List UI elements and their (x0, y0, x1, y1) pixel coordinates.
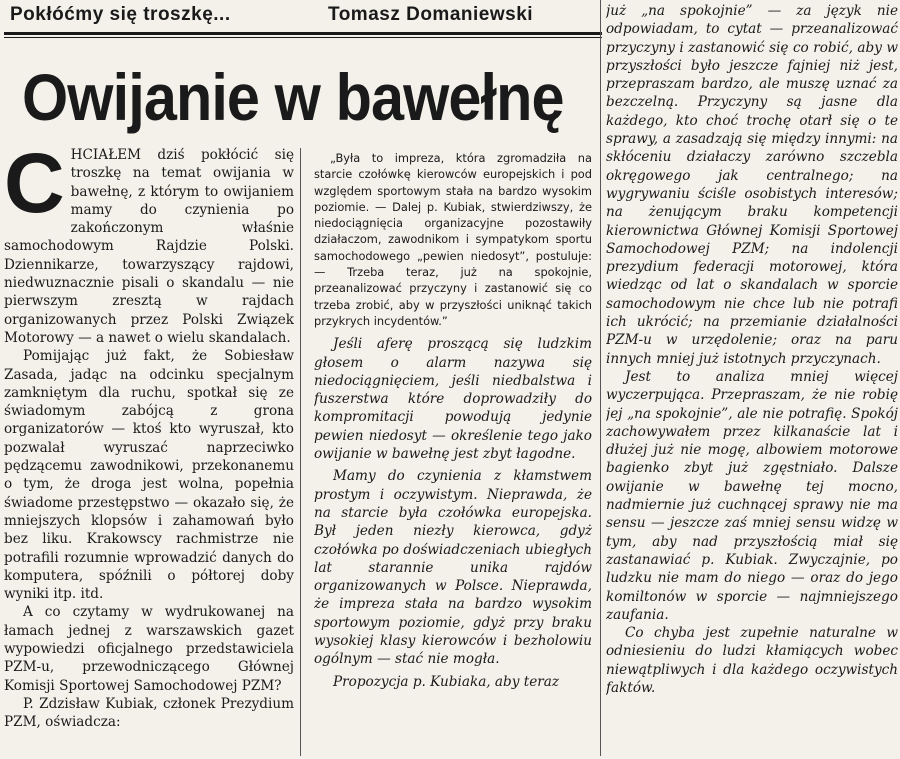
article-column-3 (606, 2, 898, 756)
header-rule-thin (4, 37, 602, 38)
paragraph: HCIAŁEM dziś pokłócić się troszkę na temat owijania w bawełnę, z którym to owijaniem mamy do czynienia po zakończonym właśnie samochodowym Rajdzie Polski. Dziennikarze, towarzyszący rajdowi, niedwuznacznie pisali o skandalu — nie pierwszym zresztą w rajdach organizowanych przez Polski Związek Motorowy — a nawet o wielu skandalach. (4, 147, 294, 346)
paragraph: Mamy do czynienia z kłamstwem prostym i oczywistym. Nieprawda, że na starcie była czołówka europejska. Był jeden niezły kierowca, gdyż czołówka po doświadczeniach ubiegłych lat starannie unika rajdów organizowanych w Polsce. Nieprawda, że impreza stała na bardzo wysokim sportowym poziomie, gdyż przy braku wysokiej klasy kierowców i bezholowiu ogólnym — stać nie mogła. (314, 468, 592, 668)
quoted-statement: „Była to impreza, która zgromadziła na starcie czołówkę kierowców europejskich i pod względem sportowym stała na bardzo wysokim poziomie. — Dalej p. Kubiak, stwierdziwszy, że niedociągnięcia organizacyjne pozostawiły działaczom, zawodnikom i sympatykom sportu samochodowego „pewien niedosyt”, postuluje: — Trzeba teraz, już na spokojnie, przeanalizować przyczyny i zastanowić się co trzeba zrobić, aby w przyszłości uniknąć takich przykrych incydentów.” (314, 151, 592, 328)
section-kicker: Pokłóćmy się troszkę... (10, 4, 231, 25)
paragraph: Propozycja p. Kubiaka, aby teraz (333, 673, 560, 690)
paragraph: P. Zdzisław Kubiak, członek Prezydium PZM, oświadcza: (4, 695, 294, 731)
header-rule (4, 32, 602, 35)
paragraph: Jeśli aferę proszącą się ludzkim głosem o alarm nazywa się niedociągnięciem, jeśli niedbalstwa i fuszerstwa które doprowadziły do kompromitacji powodują jedynie pewien niedosyt — określenie tego jako owijanie w bawełnę jest zbyt łagodne. (314, 336, 592, 463)
column-divider (600, 0, 601, 756)
paragraph: Pomijając już fakt, że Sobiesław Zasada, jadąc na odcinku specjalnym zamkniętym dla ruchu, spotkał się ze świadomym zabójcą z grona organizatorów — ktoś kto wyruszał, kto pozwalał wyruszać naprzeciwko pędzącemu zawodnikowi, przekonanemu o tym, że droga jest wolna, popełnia świadome przestępstwo — okazało się, że mniejszych klopsów i zahamowań było bez liku. Krakowscy rachmistrze nie potrafili rozumnie wprowadzić danych do komputera, spóźnili o półtorej doby wyniki itp. itd. (4, 348, 294, 603)
article-column-2 (314, 150, 592, 756)
author-name: Tomasz Domaniewski (328, 4, 534, 25)
article-column-1 (4, 146, 294, 756)
paragraph: już „na spokojnie” — za język nie odpowiadam, to cytat — przeanalizować przyczyny i zastanowić się co robić, aby w przyszłości było jeszcze fajniej niż jest, przepraszam bardzo, ale muszę uznać za bezczelną. Przyczyny są jasne dla każdego, kto choć trochę otarł się o te sprawy, a zasadzają się między innymi: na skłóceniu działaczy zarówno szczebla okręgowego jak centralnego; na wygrywaniu ściśle osobistych interesów; na żenującym braku kompetencji kierownictwa Głównej Komisji Sportowej Samochodowej PZM; na indolencji prezydium federacji motorowej, która wiedząc od lat o skandalach w sporcie samochodowym nie chce lub nie potrafi ich ukrócić; na przemianie działalności PZM-u w urzędolenie; oraz na paru innych mniej już istotnych przyczynach. (606, 3, 898, 367)
paragraph: Co chyba jest zupełnie naturalne w odniesieniu do ludzi kłamiących wobec niewątpliwych i dla każdego oczywistych faktów. (606, 625, 898, 696)
paragraph: A co czytamy w wydrukowanej na łamach jednej z warszawskich gazet wypowiedzi oficjalnego przedstawiciela PZM-u, przewodniczącego Głównej Komisji Sportowej Samochodowej PZM? (4, 604, 294, 694)
paragraph: Jest to analiza mniej więcej wyczerpująca. Przepraszam, że nie robię jej „na spokojnie”, ale nie potrafię. Spokój zachowywałem przez kilkanaście lat i dłużej już nie mogę, albowiem motorowe bagienko zbyt już zgęstniało. Dalsze owijanie w bawełnę tej mocno, nadmiernie już cuchnącej sprawy nie ma sensu — jeszcze zaś mniej sensu widzę w tym, aby nad przyszłością miał się zastanawiać p. Kubiak. Zwyczajnie, po ludzku nie mam do niego — oraz do jego komiltonów w sporcie — najmniejszego zaufania. (606, 368, 898, 623)
headline: Owijanie w bawełnę (22, 60, 564, 134)
column-divider (300, 148, 301, 756)
drop-cap: C (4, 146, 65, 230)
